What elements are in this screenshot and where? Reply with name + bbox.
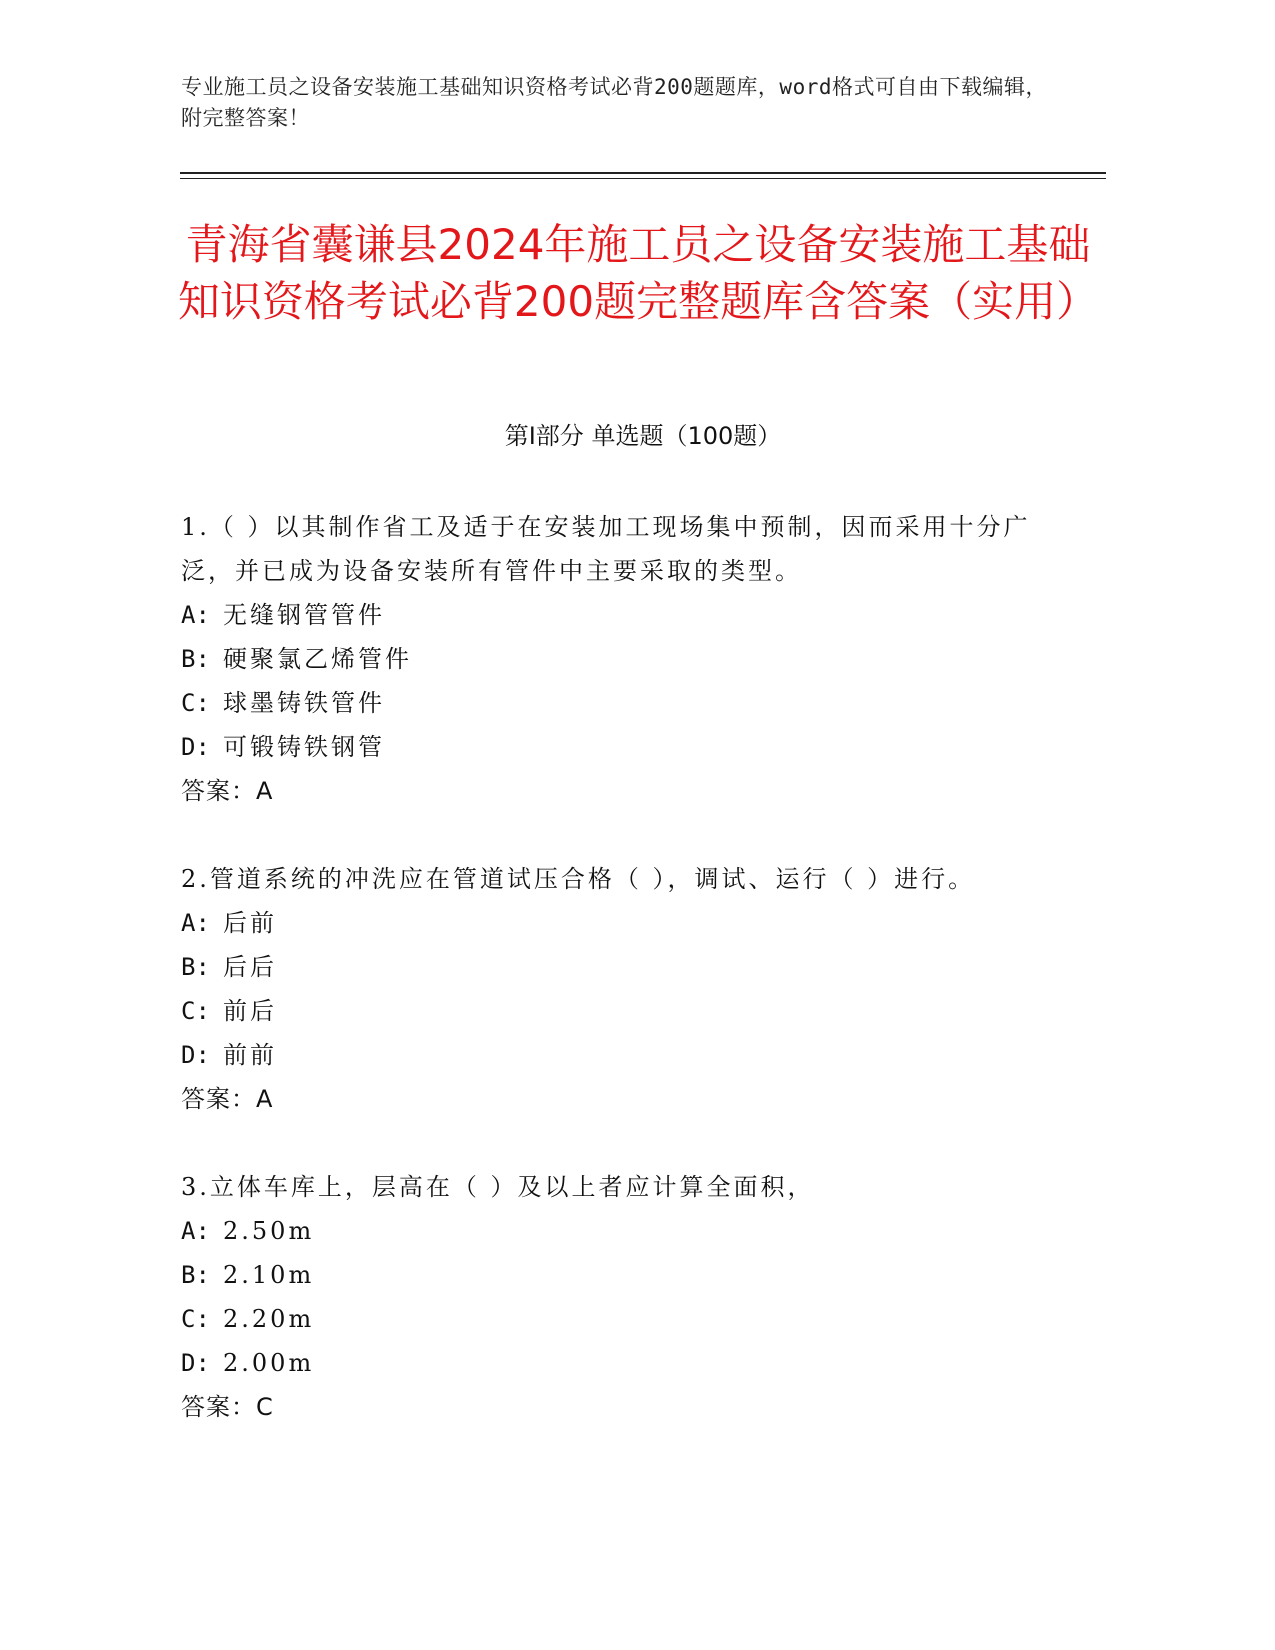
question-list	[181, 505, 1051, 1473]
option-c	[181, 681, 1051, 725]
option-text: 2.20m	[223, 1305, 315, 1333]
option-text: 前前	[223, 1041, 277, 1069]
option-text: 2.00m	[223, 1349, 315, 1377]
option-key: D:	[181, 733, 210, 761]
option-key: B:	[181, 953, 210, 981]
answer-line: 答案：A	[181, 1085, 274, 1113]
option-text: 2.50m	[223, 1217, 315, 1245]
option-key: B:	[181, 645, 210, 673]
header-divider-thin	[180, 178, 1106, 179]
option-key: C:	[181, 997, 210, 1025]
header-note: 专业施工员之设备安装施工基础知识资格考试必背200题题库，word格式可自由下载编辑，附完整答案！	[181, 75, 1047, 130]
option-b	[181, 945, 1051, 989]
question-2	[181, 857, 1051, 1121]
option-key: B:	[181, 1261, 210, 1289]
option-key: D:	[181, 1349, 210, 1377]
header-divider-thick	[180, 172, 1106, 174]
document-title: 青海省囊谦县2024年施工员之设备安装施工基础知识资格考试必背200题完整题库含答案（实用）	[177, 220, 1099, 326]
option-a	[181, 901, 1051, 945]
option-d	[181, 1033, 1051, 1077]
section-title: 第Ⅰ部分 单选题（100题）	[504, 422, 782, 450]
question-stem: 3.立体车库上，层高在（ ）及以上者应计算全面积，	[181, 1173, 815, 1201]
answer-line: 答案：C	[181, 1393, 274, 1421]
option-c	[181, 989, 1051, 1033]
option-text: 球墨铸铁管件	[223, 689, 385, 717]
option-b	[181, 1253, 1051, 1297]
question-stem: 2.管道系统的冲洗应在管道试压合格（ ），调试、运行（ ）进行。	[181, 865, 976, 893]
option-text: 无缝钢管管件	[223, 601, 385, 629]
question-3	[181, 1165, 1051, 1429]
option-text: 可锻铸铁钢管	[223, 733, 385, 761]
option-key: A:	[181, 909, 210, 937]
option-b	[181, 637, 1051, 681]
option-key: A:	[181, 601, 210, 629]
option-key: A:	[181, 1217, 210, 1245]
option-text: 前后	[223, 997, 277, 1025]
option-c	[181, 1297, 1051, 1341]
answer-line: 答案：A	[181, 777, 274, 805]
question-stem: 1.（ ）以其制作省工及适于在安装加工现场集中预制，因而采用十分广泛，并已成为设备安装所有管件中主要采取的类型。	[181, 513, 1031, 585]
option-d	[181, 725, 1051, 769]
option-text: 2.10m	[223, 1261, 315, 1289]
option-text: 后后	[223, 953, 277, 981]
option-text: 硬聚氯乙烯管件	[223, 645, 412, 673]
option-key: C:	[181, 1305, 210, 1333]
option-d	[181, 1341, 1051, 1385]
option-text: 后前	[223, 909, 277, 937]
option-key: C:	[181, 689, 210, 717]
option-key: D:	[181, 1041, 210, 1069]
option-a	[181, 1209, 1051, 1253]
option-a	[181, 593, 1051, 637]
question-1	[181, 505, 1051, 813]
